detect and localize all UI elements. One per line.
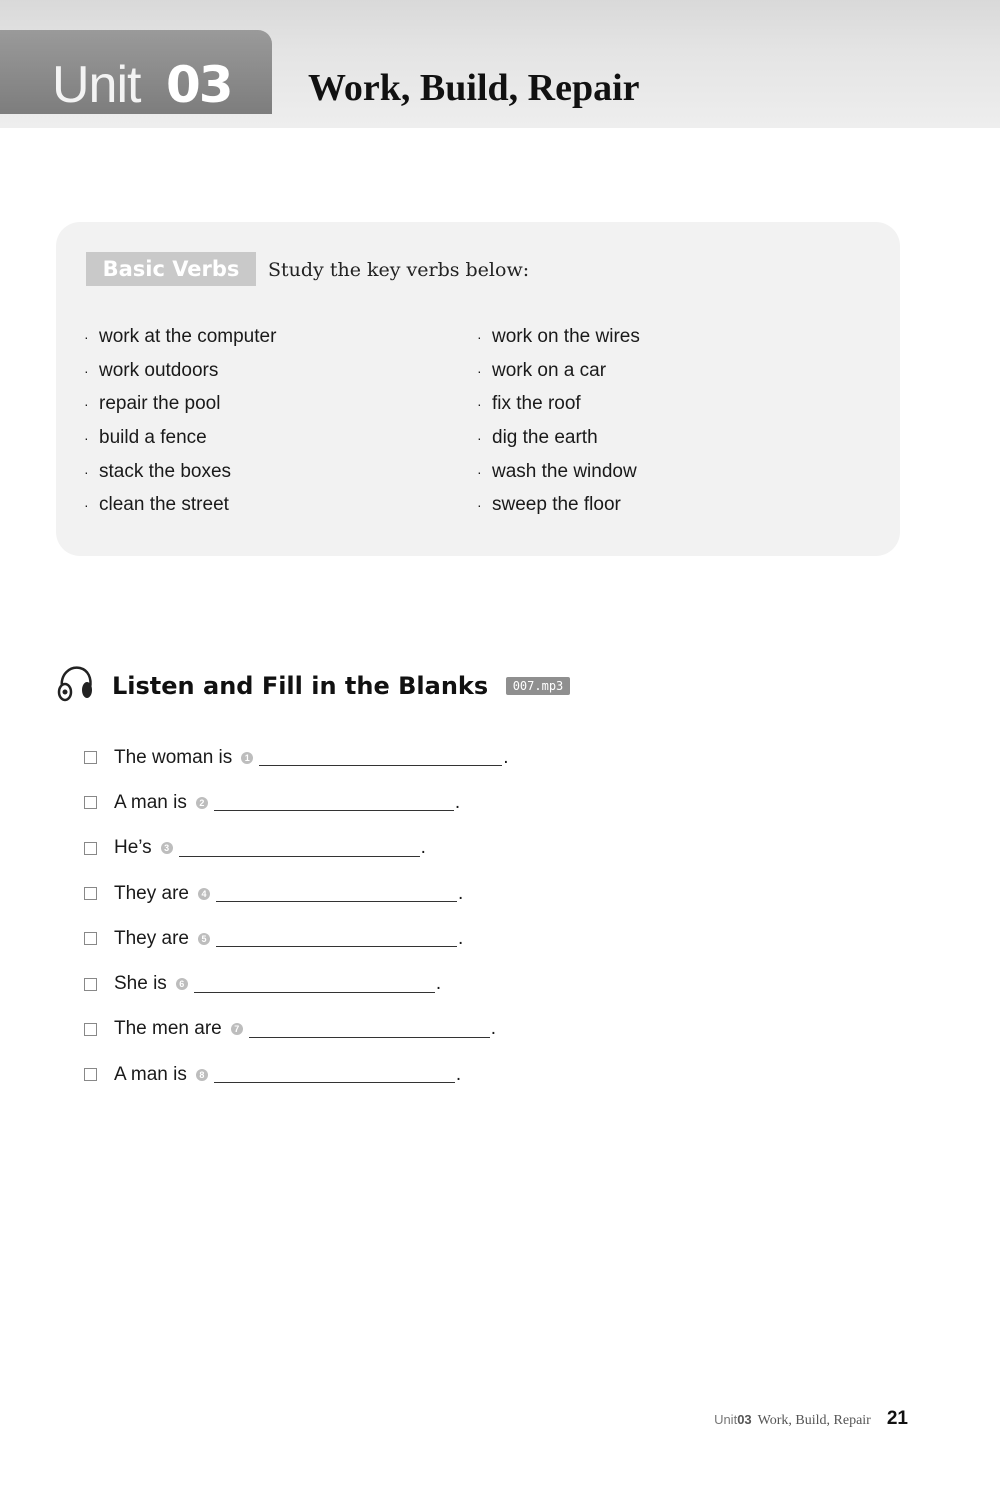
sentence-stem: The men are [114,1018,222,1040]
list-item [84,826,509,871]
item-number-circle: 2 [196,797,208,809]
list-item [84,780,509,825]
checkbox[interactable] [84,887,97,900]
bullet: · [477,362,482,379]
checkbox[interactable] [84,842,97,855]
bullet: · [84,463,89,480]
bullet: · [477,463,482,480]
list-item [84,354,276,388]
period: . [435,973,442,995]
checkbox[interactable] [84,751,97,764]
answer-blank[interactable] [259,749,502,766]
verb-list-right [477,320,640,522]
period: . [490,1018,497,1040]
verb-text: wash the window [492,460,637,482]
sentence-stem: A man is [114,791,187,813]
period: . [454,791,461,813]
verb-text: work on the wires [492,326,640,347]
footer-unit-number: 03 [737,1412,752,1427]
list-item [84,1007,509,1052]
period: . [457,882,464,904]
verb-text: clean the street [99,494,229,516]
verb-text: work outdoors [99,359,219,381]
item-number-circle: 4 [198,888,210,900]
section-title: Listen and Fill in the Blanks [112,672,489,700]
fill-in-blanks-list [84,735,509,1097]
footer-title: Work, Build, Repair [757,1413,871,1428]
answer-blank[interactable] [214,794,454,811]
list-item [84,735,509,780]
period: . [420,837,426,859]
item-number-circle: 7 [231,1023,243,1035]
bullet: · [84,497,89,514]
checkbox[interactable] [84,932,97,945]
checkbox[interactable] [84,1023,97,1036]
period: . [455,1063,462,1085]
list-item [477,387,640,421]
unit-label: Unit [52,56,141,114]
answer-blank[interactable] [194,976,435,993]
bullet: · [84,329,89,345]
list-item [84,916,509,961]
period: . [457,927,464,949]
basic-verbs-badge: Basic Verbs [86,252,256,286]
list-item [84,961,509,1006]
sentence-stem: They are [114,927,189,949]
verb-text: work on a car [492,359,607,381]
verb-text: repair the pool [99,393,221,415]
footer-unit-label: Unit [714,1412,738,1427]
verb-text: sweep the floor [492,494,621,516]
list-item [84,1052,509,1097]
verb-text: dig the earth [492,427,598,449]
list-item [477,421,640,455]
bullet: · [477,497,482,514]
bullet: · [477,396,482,413]
checkbox[interactable] [84,1068,97,1081]
item-number-circle: 8 [196,1069,208,1081]
audio-file-tag[interactable]: 007.mp3 [506,677,570,695]
sentence-stem: A man is [114,1063,187,1085]
list-item [477,488,640,522]
page-footer [714,1404,908,1436]
unit-title: Work, Build, Repair [308,67,640,109]
sentence-stem: They are [114,882,189,904]
verb-text: work at the computer [99,326,277,347]
page-number: 21 [886,1408,908,1429]
answer-blank[interactable] [216,930,457,947]
sentence-stem: She is [114,973,167,995]
list-item [84,387,276,421]
item-number-circle: 3 [161,842,173,854]
list-item [84,871,509,916]
bullet: · [84,362,89,379]
list-item [477,455,640,489]
verb-text: fix the roof [492,393,581,415]
answer-blank[interactable] [179,840,420,857]
item-number-circle: 1 [241,752,253,764]
checkbox[interactable] [84,796,97,809]
basic-verbs-instruction: Study the key verbs below: [268,259,530,281]
item-number-circle: 5 [198,933,210,945]
headphones-icon [56,662,96,704]
verb-text: stack the boxes [99,460,232,482]
bullet: · [477,430,482,447]
answer-blank[interactable] [214,1066,455,1083]
list-item [477,354,640,388]
bullet: · [477,329,482,345]
verb-text: build a fence [99,427,207,449]
list-item [84,455,276,489]
list-item [84,320,276,354]
sentence-stem: The woman is [114,746,233,768]
item-number-circle: 6 [176,978,188,990]
verb-list-left [84,320,276,522]
unit-number: 03 [166,56,232,114]
checkbox[interactable] [84,978,97,991]
bullet: · [84,396,89,413]
period: . [503,746,509,768]
list-item [84,488,276,522]
list-item [84,421,276,455]
bullet: · [84,430,89,447]
sentence-stem: He’s [114,837,152,859]
list-item [477,320,640,354]
answer-blank[interactable] [249,1021,490,1038]
answer-blank[interactable] [216,885,457,902]
